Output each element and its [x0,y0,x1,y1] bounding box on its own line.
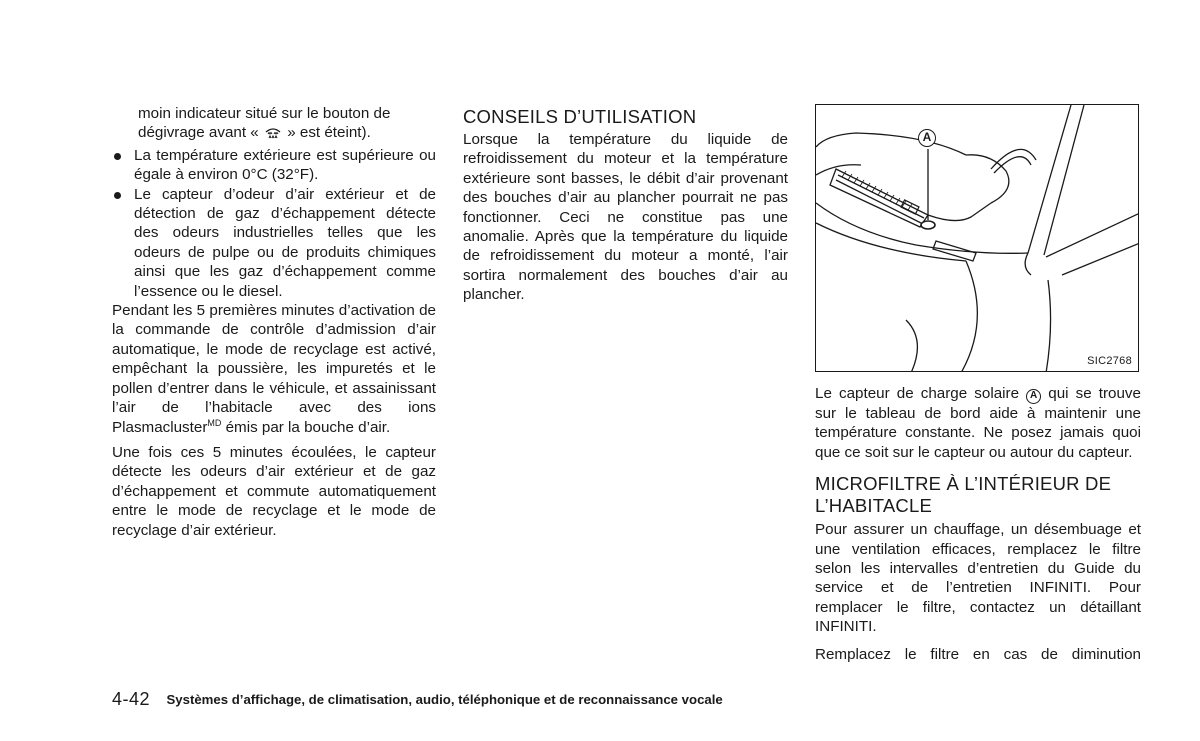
page-number: 4-42 [112,689,151,709]
para-solar-a: Le capteur de charge solaire [815,385,1020,402]
figure-callout-a [918,129,936,147]
heading-conseils: CONSEILS D’UTILISATION [463,106,697,127]
intro-line-1: moin indicateur situé sur le bouton de [138,105,391,122]
page-footer [112,689,723,710]
para1-end: émis par la bouche d’air. [221,418,391,436]
column-right [815,384,1141,664]
rear-defrost-icon [263,126,283,145]
solar-sensor-figure [815,104,1139,372]
figure-code: SIC2768 [1087,355,1132,367]
intro-line-2b: » est éteint). [287,124,371,142]
intro-continuation [112,104,436,146]
intro-line-2a: dégivrage avant « [138,124,259,142]
solar-sensor-icon [921,221,935,229]
chapter-title: Systèmes d’affichage, de climatisation, audio, téléphonique et de reconnaissance vocale [166,692,723,707]
paragraph-conseils: Lorsque la température du liquide de refroidissement du moteur et la température extérieure sont basses, le débit d’air provenant des bouches d’air au plancher pourrait ne pas fonctionner. Ceci ne constitue pas une anomalie. Après que la température du liquide de refroidissement du moteur a monté, l’air sortira normalement des bouches d’air au plancher. [463,131,788,304]
trademark-sup: MD [207,417,222,428]
inline-callout-a [1026,389,1041,404]
column-middle [463,106,788,305]
paragraph-microfiltre: Pour assurer un chauffage, un désembuage et une ventilation efficaces, remplacez le filtre selon les intervalles d’entretien du Guide du service et de l’entretien INFINITI. Pour remplacer le filtre, contactez un détaillant INFINITI. [815,521,1141,636]
callout-letter: A [922,130,932,144]
paragraph-after-5-min: Une fois ces 5 minutes écoulées, le capteur détecte les odeurs d’air extérieur et de gaz d’échappement et commute automatiquement entre le mode de recyclage et le mode de recyclage d’air extérieur. [112,443,436,539]
dashboard-illustration [816,105,1139,372]
column-left [112,104,436,540]
paragraph-plasmacluster [112,301,436,437]
heading-microfiltre: MICROFILTRE À L’INTÉRIEUR DE L’HABITACLE [815,473,1112,517]
paragraph-replace-filter: Remplacez le filtre en cas de diminution [815,645,1141,663]
para1-main: Pendant les 5 premières minutes d’activation de la commande de contrôle d’admission d’air automatique, le mode de recyclage est activé, empêchant la poussière, les impuretés et le pollen d’entrer dans le véhicule, et assainissant l’air de l’habitacle avec des ions Plasmacluster [112,302,436,436]
bullet-outdoor-temp: La température extérieure est supérieure ou égale à environ 0°C (32°F). [112,146,436,185]
para-solar-b: qui se trouve sur le tableau de bord aide à maintenir une température constante. Ne posez jamais quoi que ce soit sur le capteur ou autour du capteur. [815,385,1141,461]
bullet-odor-sensor: Le capteur d’odeur d’air extérieur et de détection de gaz d’échappement détecte des odeurs industrielles telles que les odeurs de pulpe ou de produits chimiques ainsi que les gaz d’échappement comme l’essence ou le diesel. [112,185,436,301]
inline-callout-letter: A [1030,390,1038,401]
paragraph-solar-sensor [815,384,1141,462]
